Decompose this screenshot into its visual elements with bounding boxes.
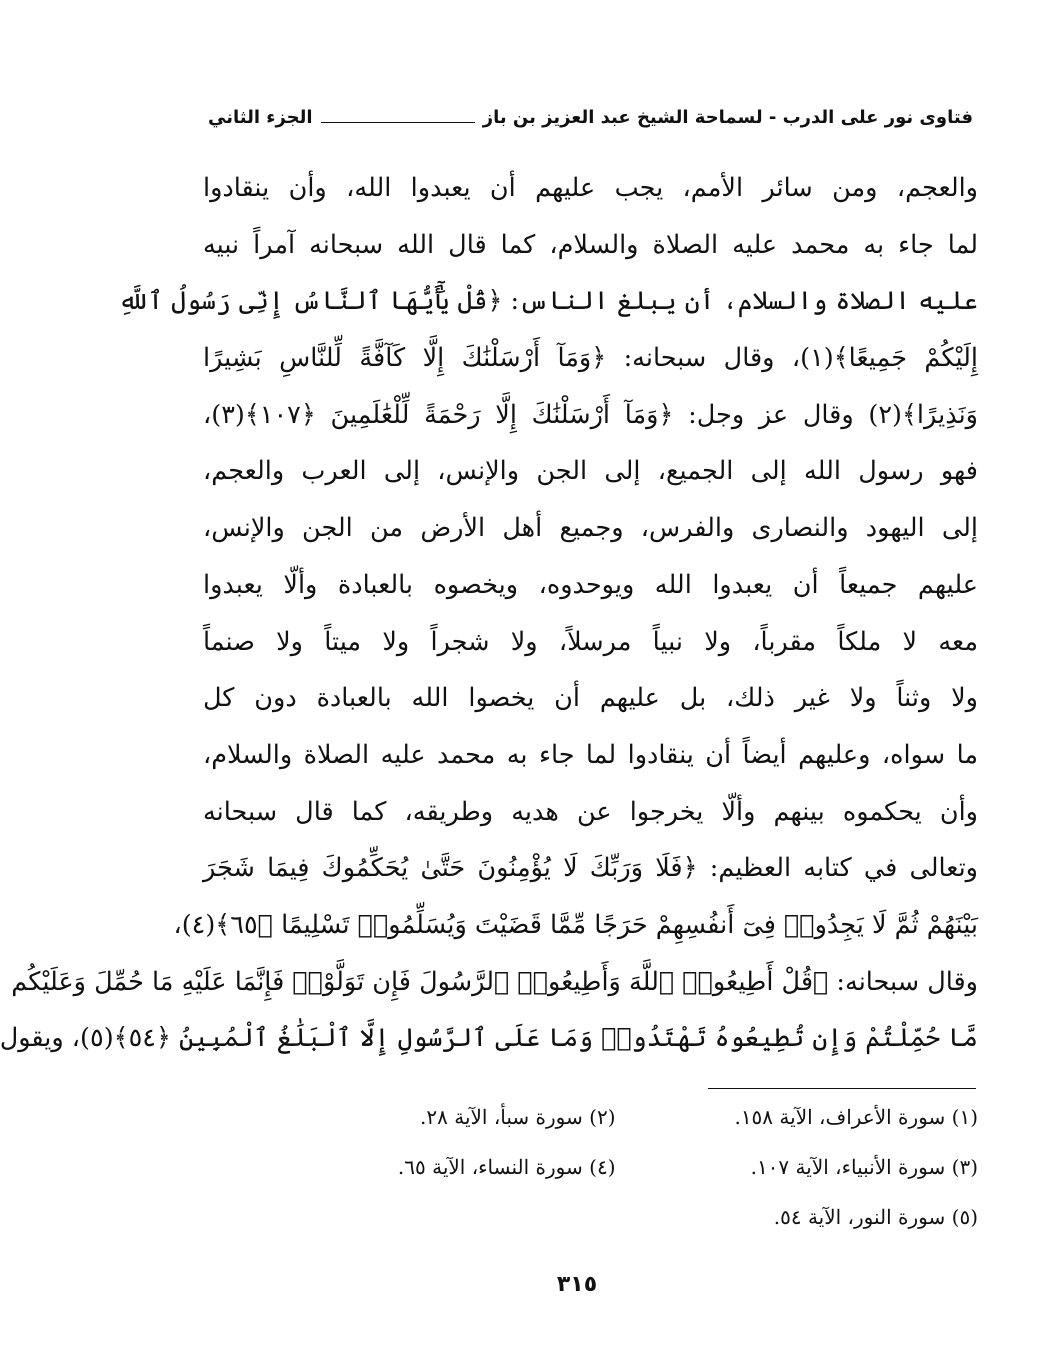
footnote-row	[253, 1192, 978, 1242]
header-rule	[321, 122, 475, 123]
text-line: ولا وثناً ولا غير ذلك، بل عليهم أن يخصوا الله بالعبادة دون كل	[203, 683, 978, 714]
text-line: لما جاء به محمد عليه الصلاة والسلام، كما قال الله سبحانه آمراً نبيه	[203, 229, 978, 260]
footnote: (٢) سورة سبأ، الآية ٢٨.	[420, 1105, 616, 1129]
footnote: (٥) سورة النور، الآية ٥٤.	[773, 1205, 978, 1229]
text-line: إلى اليهود والنصارى والفرس، وجميع أهل الأرض من الجن والإنس،	[203, 513, 978, 544]
body-text	[0, 160, 978, 1067]
volume-label: الجزء الثاني	[208, 106, 313, 128]
text-line: إِلَيْكُمْ جَمِيعًا﴾(١)، وقال سبحانه: ﴿وَمَآ أَرْسَلْنَٰكَ إِلَّا كَآفَّةً لِّلنَّاسِ بَشِيرًا	[203, 343, 978, 374]
text-line: معه لا ملكاً مقرباً، ولا نبياً مرسلاً، ولا شجراً ولا ميتاً ولا صنماً	[203, 626, 978, 657]
book-title: فتاوى نور على الدرب - لسماحة الشيخ عبد العزيز بن باز	[482, 106, 973, 128]
running-header	[208, 100, 973, 134]
text-line: وأن يحكموه بينهم وألّا يخرجوا عن هديه وطريقه، كما قال سبحانه	[203, 796, 978, 827]
text-line: وَنَذِيرًا﴾(٢) وقال عز وجل: ﴿وَمَآ أَرْسَلْنَٰكَ إِلَّا رَحْمَةً لِّلْعَٰلَمِينَ ﴿١٠٧﴾(٣)،	[203, 399, 978, 430]
text-line: عليه الصلاة والسلام، أن يبلغ الناس: ﴿قُلْ يَٰٓأَيُّهَا ٱلنَّاسُ إِنِّى رَسُولُ ٱللَّهِ	[118, 286, 978, 317]
footnotes	[253, 1092, 978, 1242]
text-line: وتعالى في كتابه العظيم: ﴿فَلَا وَرَبِّكَ لَا يُؤْمِنُونَ حَتَّىٰ يُحَكِّمُوكَ فِيمَا شَجَرَ	[203, 853, 978, 884]
text-line: عليهم جميعاً أن يعبدوا الله ويوحدوه، ويخصوه بالعبادة وألّا يعبدوا	[203, 569, 978, 600]
page-number: ٣١٥	[556, 1272, 598, 1297]
footnote: (١) سورة الأعراف، الآية ١٥٨.	[734, 1105, 978, 1129]
footnote: (٤) سورة النساء، الآية ٦٥.	[397, 1155, 616, 1179]
text-line: ما سواه، وعليهم أيضاً أن ينقادوا لما جاء به محمد عليه الصلاة والسلام،	[203, 739, 978, 770]
footnote: (٣) سورة الأنبياء، الآية ١٠٧.	[750, 1155, 978, 1179]
text-line: وقال سبحانه: ﴿قُلْ أَطِيعُوا۟ ٱللَّهَ وَأَطِيعُوا۟ ٱلرَّسُولَ فَإِن تَوَلَّوْا۟ فَإِنَّمَا عَلَيْهِ مَا حُمِّلَ وَعَلَيْكُم	[11, 966, 978, 997]
text-line: فهو رسول الله إلى الجميع، إلى الجن والإنس، إلى العرب والعجم،	[203, 456, 978, 487]
text-line: والعجم، ومن سائر الأمم، يجب عليهم أن يعبدوا الله، وأن ينقادوا	[203, 173, 978, 203]
footnote-rule	[708, 1088, 976, 1089]
footnote-row	[253, 1142, 978, 1192]
text-line: مَّا حُمِّلْتُمْ وَإِن تُطِيعُوهُ تَهْتَدُوا۟ وَمَا عَلَى ٱلرَّسُولِ إِلَّا ٱلْبَلَٰغُ ٱلْمُبِينُ ﴿٥٤﴾(٥)، ويقول	[0, 1023, 978, 1054]
text-line: بَيْنَهُمْ ثُمَّ لَا يَجِدُوا۟ فِىٓ أَنفُسِهِمْ حَرَجًا مِّمَّا قَضَيْتَ وَيُسَلِّمُوا۟ تَسْلِيمًا ﴿٦٥﴾(٤)،	[173, 909, 978, 940]
footnote-row	[253, 1092, 978, 1142]
